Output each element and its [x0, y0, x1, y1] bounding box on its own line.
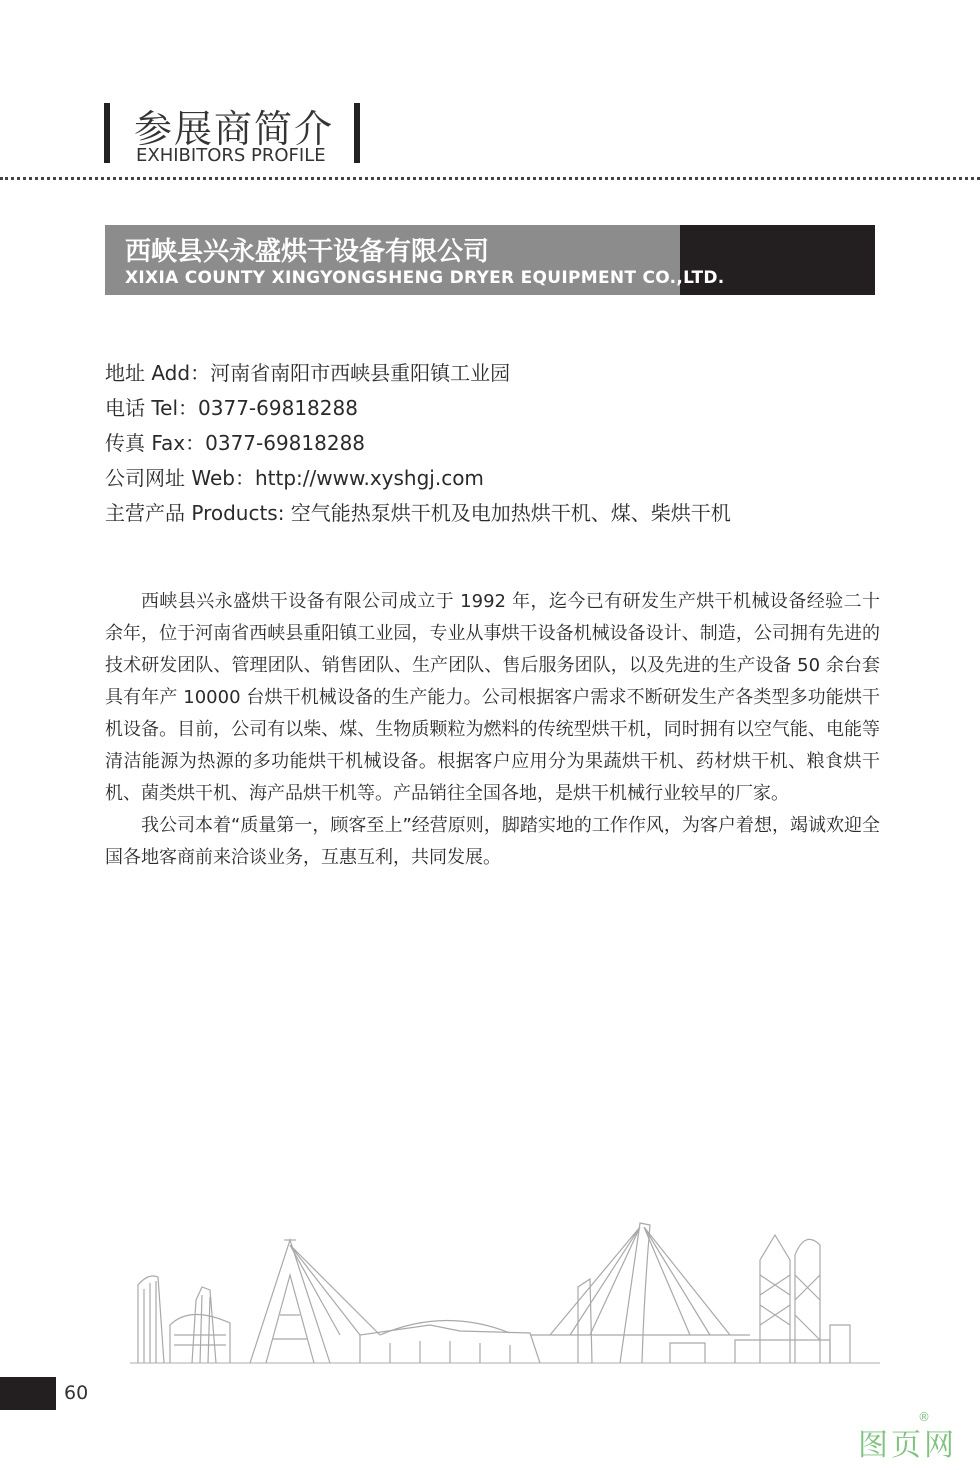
contact-info	[105, 357, 731, 532]
description-paragraph: 西峡县兴永盛烘干设备有限公司成立于 1992 年，迄今已有研发生产烘干机械设备经验二十余年，位于河南省西峡县重阳镇工业园，专业从事烘干设备机械设备设计、制造，公司拥有先进的技术研发团队、管理团队、销售团队、生产团队、售后服务团队，以及先进的生产设备 50 余台套具有年产 10000 台烘干机械设备的生产能力。公司根据客户需求不断研发生产各类型多功能烘干机设备。目前，公司有以柴、煤、生物质颗粒为燃料的传统型烘干机，同时拥有以空气能、电能等清洁能源为热源的多功能烘干机械设备。根据客户应用分为果蔬烘干机、药材烘干机、粮食烘干机、菌类烘干机、海产品烘干机等。产品销往全国各地，是烘干机械行业较早的厂家。	[105, 591, 880, 804]
company-name-cn: 西峡县兴永盛烘干设备有限公司	[125, 237, 490, 267]
header-bar-left	[104, 103, 110, 163]
section-title: 参展商简介	[134, 107, 335, 151]
company-banner	[105, 225, 875, 295]
description-paragraph: 我公司本着“质量第一，顾客至上”经营原则，脚踏实地的工作作风，为客户着想，竭诚欢迎全国各地客商前来洽谈业务，互惠互利，共同发展。	[105, 815, 880, 868]
website-line: 公司网址 Web：http://www.xyshgj.com	[105, 466, 484, 490]
phone-line: 电话 Tel：0377-69818288	[105, 396, 358, 420]
dotted-divider	[0, 177, 980, 180]
registered-mark: ®	[918, 1410, 930, 1424]
page-number-block	[0, 1377, 56, 1410]
site-watermark: 图页网	[858, 1428, 957, 1463]
products-line: 主营产品 Products: 空气能热泵烘干机及电加热烘干机、煤、柴烘干机	[105, 501, 731, 525]
city-skyline-illustration	[130, 1215, 880, 1370]
fax-line: 传真 Fax：0377-69818288	[105, 431, 366, 455]
company-name-en: XIXIA COUNTY XINGYONGSHENG DRYER EQUIPMENT CO.,LTD.	[125, 268, 725, 288]
page-number: 60	[64, 1382, 89, 1404]
header-bar-right	[354, 103, 360, 163]
company-description	[105, 586, 880, 874]
section-subtitle: EXHIBITORS PROFILE	[136, 145, 326, 166]
address-line: 地址 Add：河南省南阳市西峡县重阳镇工业园	[105, 361, 511, 385]
